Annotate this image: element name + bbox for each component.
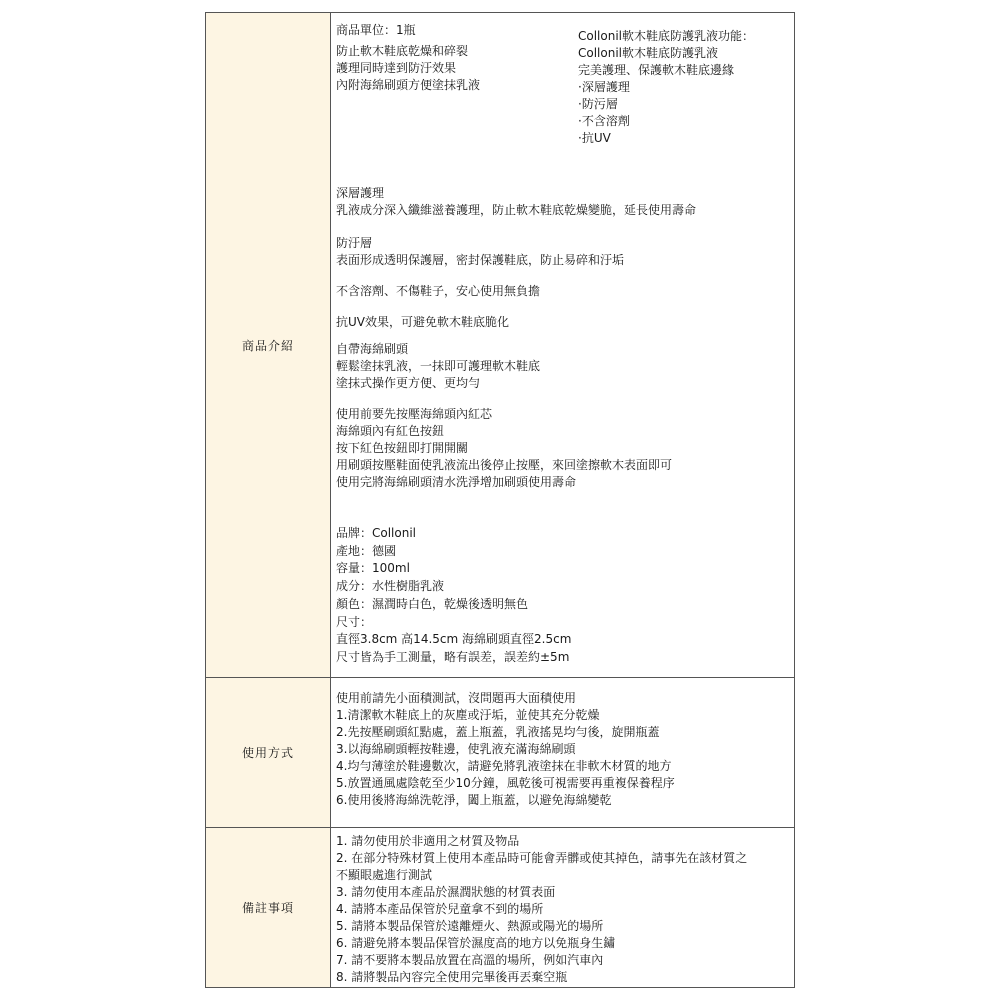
- deep-care-title: 深層護理: [336, 186, 385, 200]
- function-line: Collonil軟木鞋底防護乳液: [578, 46, 719, 60]
- deep-care-desc: 乳液成分深入纖維滋養護理，防止軟木鞋底乾燥變脆，延長使用壽命: [336, 203, 697, 217]
- function-item: ·抗UV: [578, 131, 611, 145]
- spec-line: 品牌：Collonil: [336, 526, 417, 540]
- notes-list: [336, 833, 747, 986]
- usage-label: 使用方式: [206, 678, 331, 827]
- deep-care-block: [336, 185, 696, 219]
- usage-content: [331, 678, 794, 827]
- note-item: 1. 請勿使用於非適用之材質及物品: [336, 834, 520, 848]
- function-item: ·防污層: [578, 97, 618, 111]
- usage-step: 5.放置通風處陰乾至少10分鐘，風乾後可視需要再重複保養程序: [336, 776, 675, 790]
- product-info-table: [205, 12, 795, 988]
- intro-content: [331, 13, 794, 677]
- sponge-line: 輕鬆塗抹乳液，一抹即可護理軟木鞋底: [336, 359, 541, 373]
- notes-label: 備註事項: [206, 828, 331, 987]
- feature-line: 護理同時達到防汙效果: [336, 61, 457, 75]
- usage-step: 1.清潔軟木鞋底上的灰塵或汙垢，並使其充分乾燥: [336, 708, 600, 722]
- spec-block: [336, 525, 571, 667]
- anti-uv-line: 抗UV效果，可避免軟木鞋底脆化: [336, 315, 509, 329]
- usage-note-line: 按下紅色按鈕即打開開關: [336, 441, 469, 455]
- spec-line: 尺寸：: [336, 614, 373, 629]
- solvent-free-line: 不含溶劑、不傷鞋子，安心使用無負擔: [336, 284, 541, 298]
- function-title: Collonil軟木鞋底防護乳液功能：: [578, 29, 755, 43]
- note-item: 5. 請將本製品保管於遠離煙火、熱源或陽光的場所: [336, 919, 604, 933]
- unit-features: [336, 22, 480, 94]
- usage-step: 2.先按壓刷頭紅點處，蓋上瓶蓋，乳液搖晃均勻後，旋開瓶蓋: [336, 725, 660, 739]
- usage-row: [206, 677, 794, 827]
- unit-line: 商品單位：1瓶: [336, 23, 416, 37]
- note-item: 不顯眼處進行測試: [336, 868, 433, 882]
- spec-line: 顏色：濕潤時白色，乾燥後透明無色: [336, 596, 529, 611]
- usage-notes-block: [336, 406, 672, 491]
- function-item: ·不含溶劑: [578, 114, 630, 128]
- spec-line: 成分：水性樹脂乳液: [336, 579, 445, 594]
- solvent-free-block: [336, 283, 540, 300]
- intro-label: 商品介紹: [206, 13, 331, 677]
- notes-content: [331, 828, 794, 987]
- note-item: 7. 請不要將本製品放置在高溫的場所，例如汽車內: [336, 953, 604, 967]
- spec-line: 產地：德國: [336, 543, 397, 558]
- spec-line: 直徑3.8cm 高14.5cm 海綿刷頭直徑2.5cm: [336, 632, 572, 647]
- note-item: 2. 在部分特殊材質上使用本產品時可能會弄髒或使其掉色，請事先在該材質之: [336, 851, 748, 865]
- usage-note-line: 海綿頭內有紅色按鈕: [336, 424, 445, 438]
- feature-line: 防止軟木鞋底乾燥和碎裂: [336, 44, 469, 58]
- sponge-title: 自帶海綿刷頭: [336, 342, 409, 356]
- feature-line: 內附海綿刷頭方便塗抹乳液: [336, 78, 481, 92]
- antifouling-title: 防汙層: [336, 236, 373, 250]
- usage-step: 使用前請先小面積測試，沒問題再大面積使用: [336, 691, 577, 705]
- usage-step: 4.均勻薄塗於鞋邊數次，請避免將乳液塗抹在非軟木材質的地方: [336, 759, 672, 773]
- function-line: 完美護理、保護軟木鞋底邊緣: [578, 63, 735, 77]
- anti-uv-block: [336, 314, 509, 331]
- note-item: 4. 請將本產品保管於兒童拿不到的場所: [336, 902, 544, 916]
- usage-note-line: 用刷頭按壓鞋面使乳液流出後停止按壓，來回塗擦軟木表面即可: [336, 458, 673, 472]
- antifouling-block: [336, 235, 624, 269]
- function-item: ·深層護理: [578, 80, 630, 94]
- usage-note-line: 使用完將海綿刷頭清水洗淨增加刷頭使用壽命: [336, 475, 577, 489]
- notes-row: [206, 827, 794, 987]
- function-list: [578, 28, 754, 147]
- note-item: 6. 請避免將本製品保管於濕度高的地方以免瓶身生鏽: [336, 936, 616, 950]
- sponge-block: [336, 341, 540, 392]
- note-item: 3. 請勿使用本產品於濕潤狀態的材質表面: [336, 885, 556, 899]
- usage-steps: [336, 690, 675, 809]
- usage-step: 6.使用後將海綿洗乾淨，闔上瓶蓋，以避免海綿變乾: [336, 793, 612, 807]
- spec-line: 容量：100ml: [336, 561, 410, 576]
- usage-note-line: 使用前要先按壓海綿頭內紅芯: [336, 407, 493, 421]
- note-item: 8. 請將製品內容完全使用完畢後再丟棄空瓶: [336, 970, 568, 984]
- usage-step: 3.以海綿刷頭輕按鞋邊，使乳液充滿海綿刷頭: [336, 742, 576, 756]
- sponge-line: 塗抹式操作更方便、更均勻: [336, 376, 481, 390]
- antifouling-desc: 表面形成透明保護層，密封保護鞋底，防止易碎和汙垢: [336, 253, 625, 267]
- spec-line: 尺寸皆為手工測量，略有誤差，誤差約±5m: [336, 649, 570, 664]
- intro-row: [206, 13, 794, 677]
